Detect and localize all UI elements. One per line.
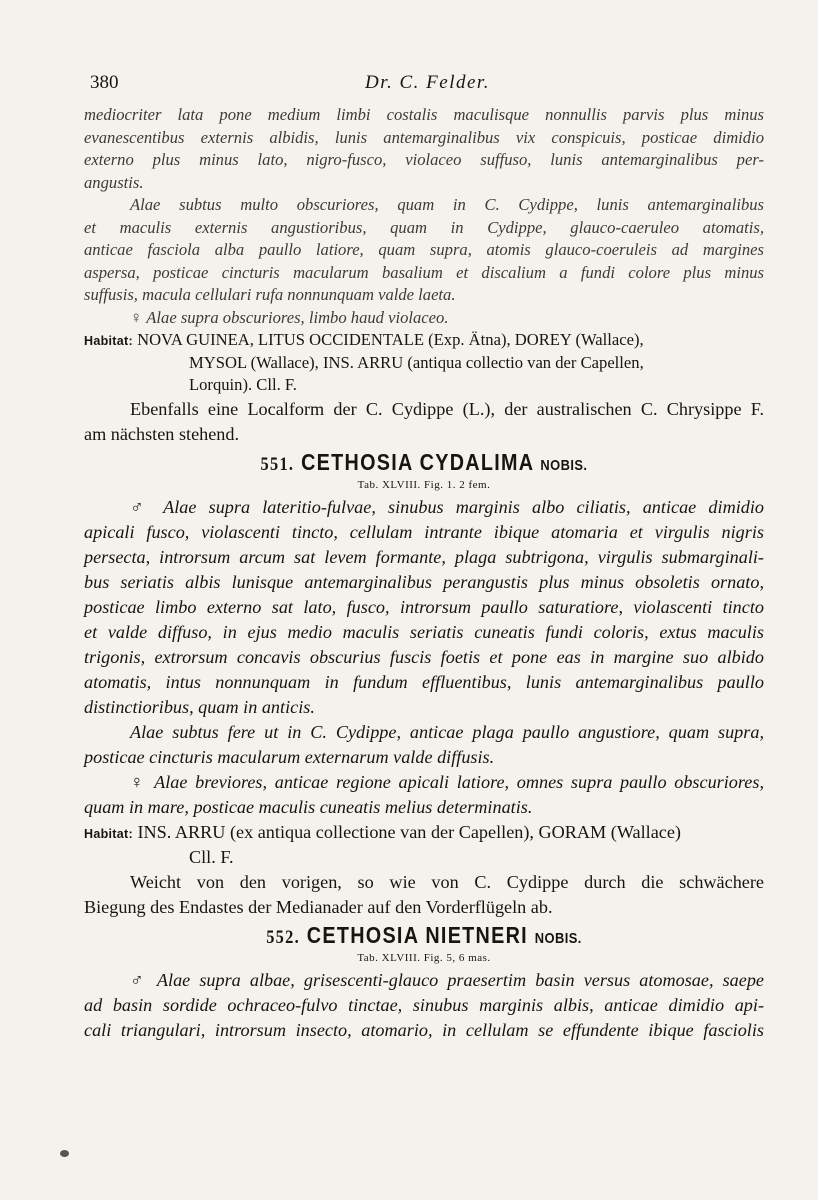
habitat-block bbox=[84, 820, 764, 870]
text-line: mediocriter lata pone medium limbi costalis maculisque nonnullis parvis plus minus bbox=[84, 105, 764, 124]
running-title: Dr. C. Felder. bbox=[365, 72, 490, 93]
text-line: externo plus minus lato, nigro-fusco, violaceo suffuso, lunis antemarginalibus per- bbox=[84, 150, 764, 169]
page-header bbox=[90, 72, 760, 98]
species-author: NOBIS. bbox=[534, 929, 582, 947]
species-description bbox=[84, 968, 764, 1043]
text-line: am nächsten stehend. bbox=[84, 423, 240, 444]
ink-speck bbox=[60, 1150, 69, 1157]
text-line: Alae subtus fere ut in C. Cydippe, anticae plaga paullo angustiore, quam supra, bbox=[130, 721, 764, 742]
text-line: evanescentibus externis albidis, lunis antemarginalibus vix conspicuis, posticae dimidio bbox=[84, 127, 764, 147]
text-line: persecta, introrsum arcum sat levem formante, plaga subtrigona, virgulis submarginali- bbox=[84, 546, 764, 567]
habitat-line bbox=[84, 820, 764, 845]
text-line: posticae limbo externo sat lato, fusco, introrsum paullo saturatiore, violascenti tincto bbox=[84, 596, 764, 617]
text-line: ♀ Alae supra obscuriores, limbo haud violaceo. bbox=[130, 307, 449, 327]
text-line: cali triangulari, introrsum insecto, atomario, in cellulam se effundente ibique fasciolis bbox=[84, 1019, 764, 1040]
text-line: Alae subtus multo obscuriores, quam in C. Cydippe, lunis antemarginalibus bbox=[130, 195, 764, 214]
text-line: et valde diffuso, in ejus medio maculis seriatis cuneatis fundi coloris, extus maculis bbox=[84, 621, 764, 642]
page-number: 380 bbox=[90, 72, 119, 93]
text-line: ♂ Alae supra lateritio-fulvae, sinubus marginis albo ciliatis, anticae dimidio bbox=[130, 496, 764, 517]
intro-paragraph bbox=[84, 104, 764, 329]
habitat-label: Habitat: bbox=[84, 826, 133, 841]
text-line: angustis. bbox=[84, 172, 144, 192]
text-line: et maculis externis angustioribus, quam in Cydippe, glauco-caeruleo atomatis, bbox=[84, 217, 764, 237]
text-line: quam in mare, posticae maculis cuneatis melius determinatis. bbox=[84, 796, 533, 817]
habitat-line bbox=[84, 329, 764, 352]
text-line: suffusis, macula cellulari rufa nonnunquam valde laeta. bbox=[84, 285, 456, 304]
habitat-line: Lorquin). Cll. F. bbox=[189, 375, 297, 394]
note-paragraph bbox=[84, 397, 764, 447]
species-author: NOBIS. bbox=[540, 456, 588, 474]
text-line: distinctioribus, quam in anticis. bbox=[84, 696, 315, 717]
species-number: 551. bbox=[260, 453, 295, 475]
text-line: bus seriatis albis lunisque antemarginalibus perangustis plus minus obsoletis ornato, bbox=[84, 571, 764, 592]
species-name: CETHOSIA CYDALIMA bbox=[301, 448, 534, 475]
habitat-label: Habitat: bbox=[84, 334, 133, 348]
species-heading bbox=[132, 920, 717, 950]
plate-reference: Tab. XLVIII. Fig. 1. 2 fem. bbox=[357, 478, 491, 491]
text-line: aspersa, posticae cincturis macularum basalium et discalium a fundi colore plus minus bbox=[84, 262, 764, 282]
species-heading bbox=[132, 447, 717, 477]
note-paragraph bbox=[84, 870, 764, 920]
text-line: ♂ Alae supra albae, grisescenti-glauco praesertim basin versus atomosae, saepe bbox=[130, 969, 764, 990]
text-line: Biegung des Endastes der Medianader auf den Vorderflügeln ab. bbox=[84, 896, 553, 917]
habitat-line: Cll. F. bbox=[189, 846, 234, 867]
page-body bbox=[84, 104, 764, 1043]
plate-reference: Tab. XLVIII. Fig. 5, 6 mas. bbox=[357, 951, 491, 964]
text-line: apicali fusco, violascenti tincto, cellulam intrante ibique atomaria et virgulis nigris bbox=[84, 521, 764, 542]
habitat-line: MYSOL (Wallace), INS. ARRU (antiqua collectio van der Capellen, bbox=[189, 352, 644, 372]
text-line: ♀ Alae breviores, anticae regione apicali latiore, omnes supra paullo obscuriores, bbox=[130, 771, 764, 792]
species-number: 552. bbox=[266, 926, 300, 948]
habitat-text: NOVA GUINEA, LITUS OCCIDENTALE (Exp. Ätna), DOREY (Wallace), bbox=[137, 330, 644, 349]
species-description bbox=[84, 495, 764, 820]
habitat-block bbox=[84, 329, 764, 397]
text-line: anticae fasciola alba paullo latiore, quam supra, atomis glauco-coeruleis ad margines bbox=[84, 240, 764, 259]
text-line: posticae cincturis macularum externarum valde diffusis. bbox=[84, 746, 495, 767]
species-name: CETHOSIA NIETNERI bbox=[306, 921, 528, 948]
text-line: Weicht von den vorigen, so wie von C. Cydippe durch die schwächere bbox=[130, 871, 764, 892]
text-line: trigonis, extrorsum concavis obscurius fuscis foetis et pone eas in margine suo albido bbox=[84, 646, 764, 667]
text-line: Ebenfalls eine Localform der C. Cydippe (L.), der australischen C. Chrysippe F. bbox=[130, 398, 764, 419]
text-line: ad basin sordide ochraceo-fulvo tinctae, sinubus marginis albis, anticae dimidio api- bbox=[84, 994, 764, 1015]
habitat-text: INS. ARRU (ex antiqua collectione van der Capellen), GORAM (Wallace) bbox=[137, 821, 681, 842]
text-line: atomatis, intus nonnunquam in fundum effluentibus, lunis antemarginalibus paullo bbox=[84, 671, 764, 692]
